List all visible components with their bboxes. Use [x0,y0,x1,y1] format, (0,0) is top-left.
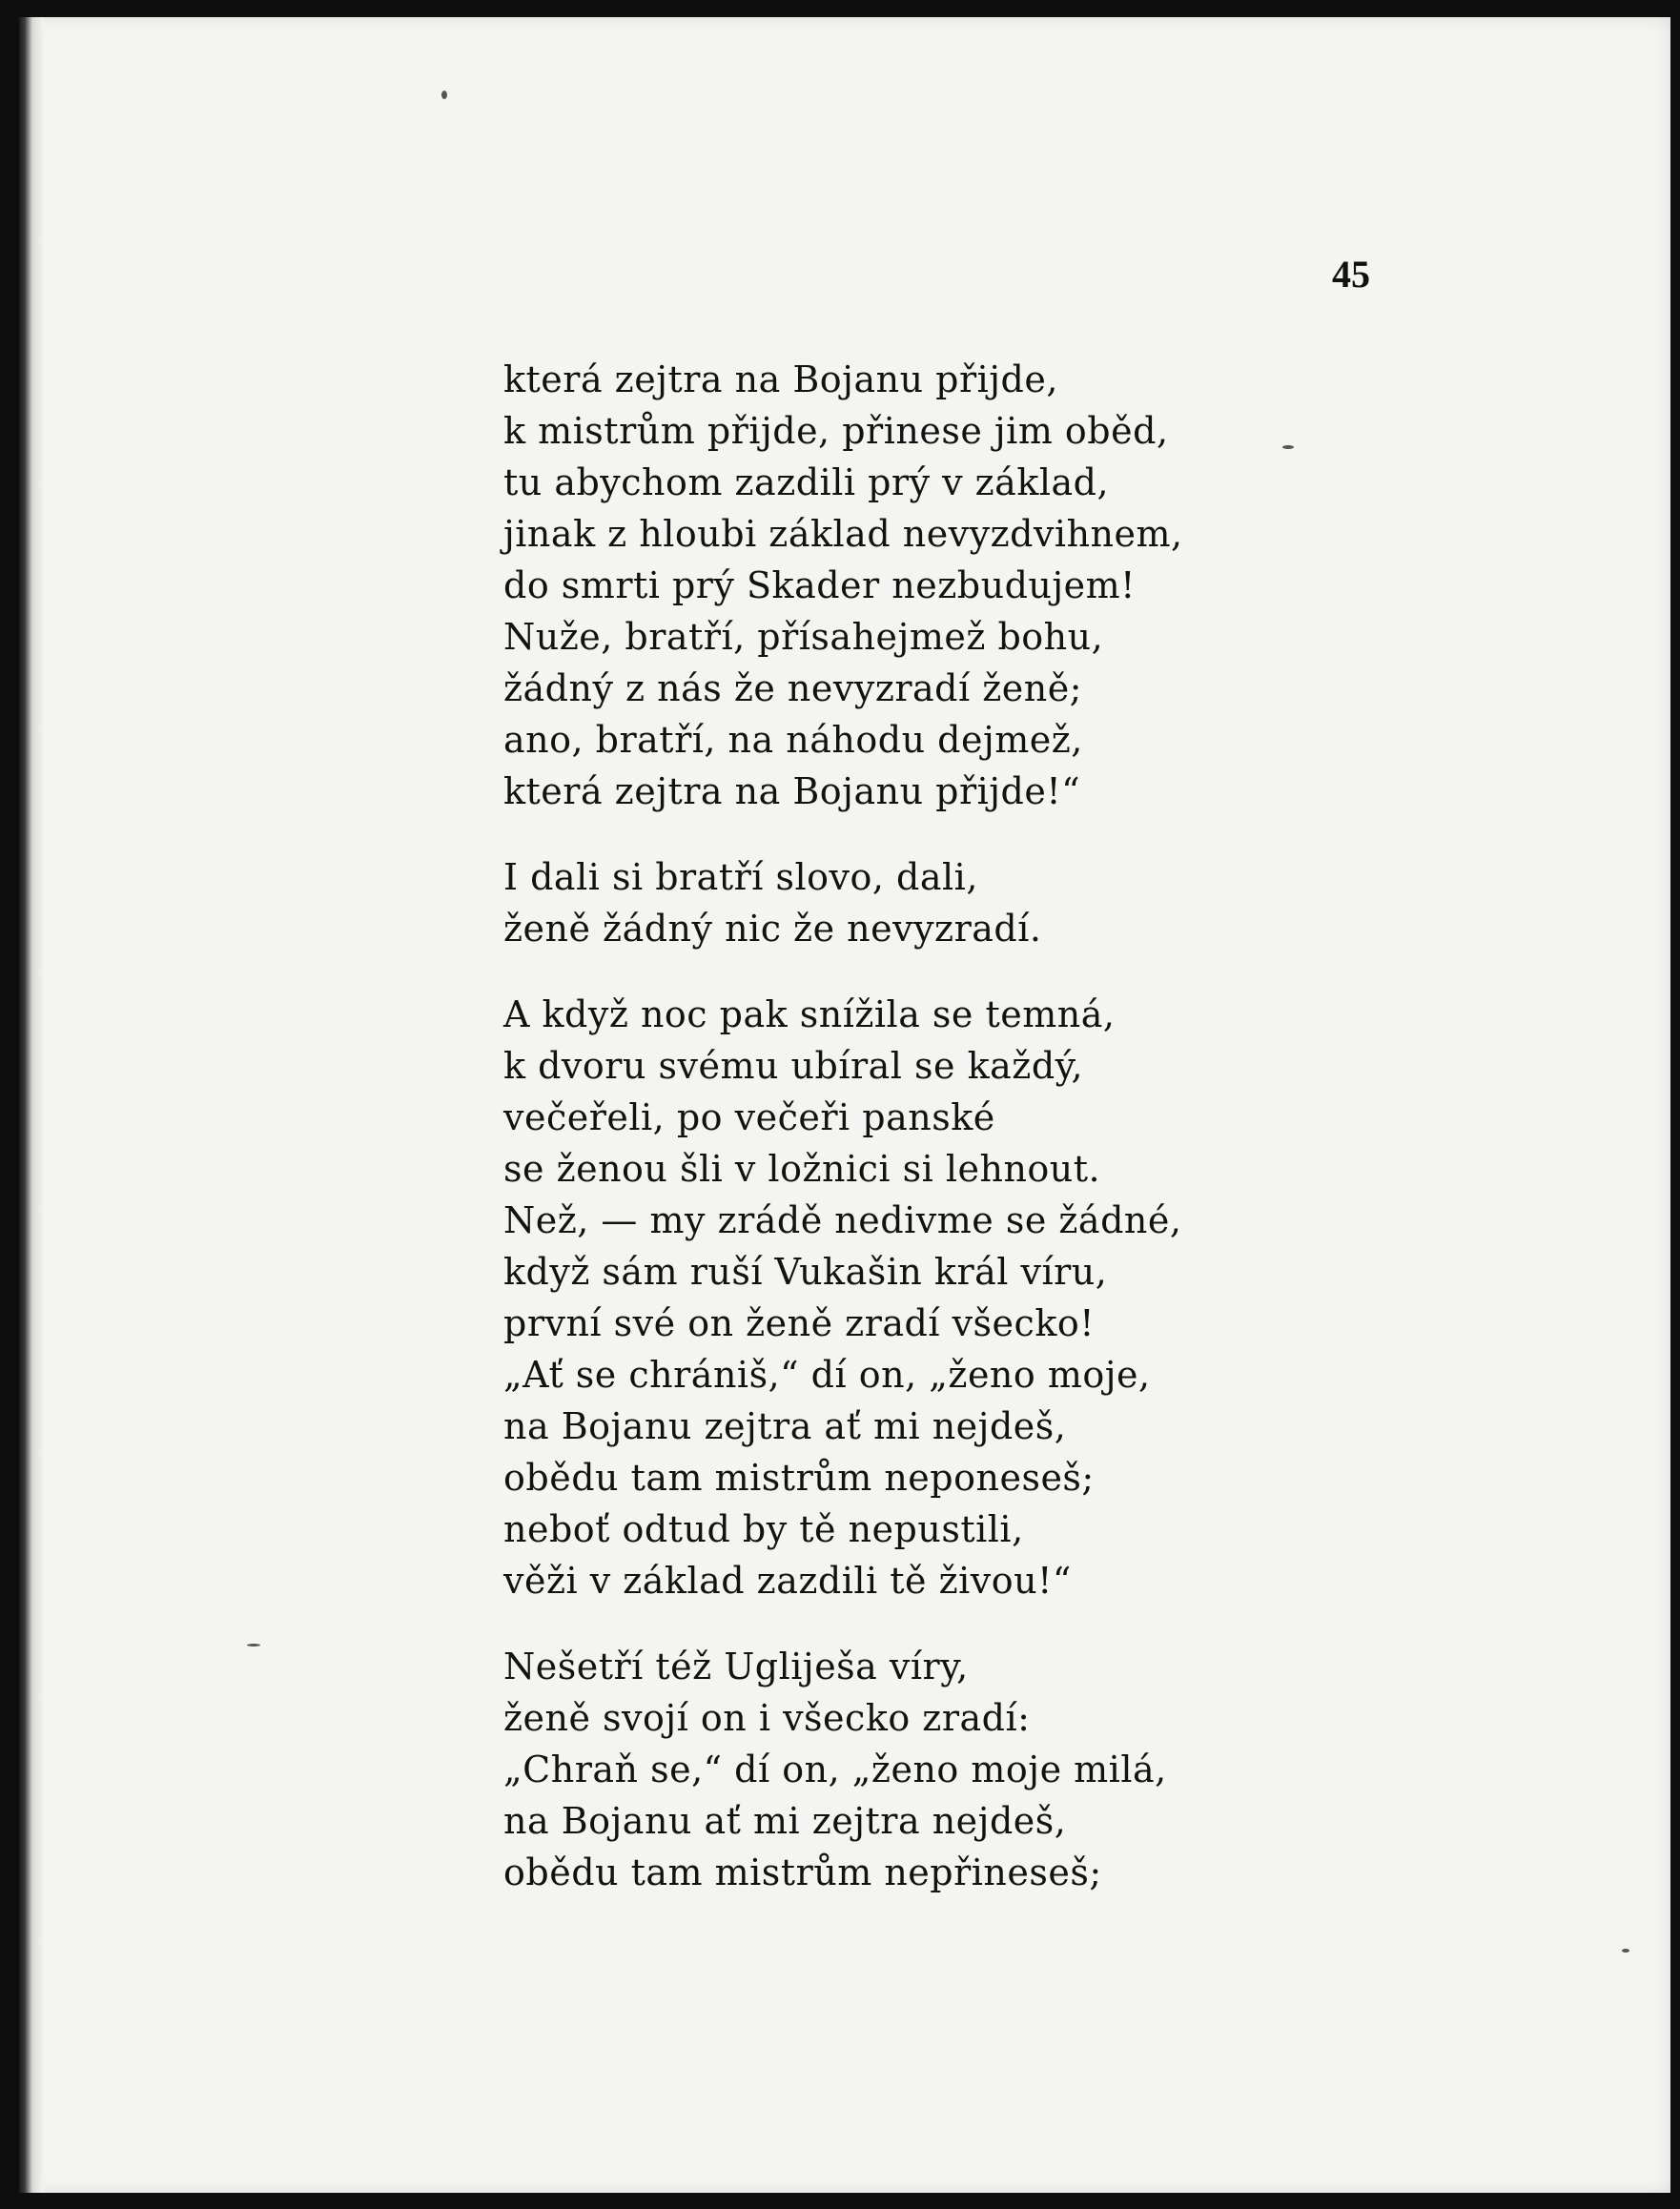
verse-line: Než, — my zrádě nedivme se žádné, [503,1199,1182,1241]
page-binding-edge [19,17,44,2193]
stanza [503,989,1457,1606]
verse-line: k dvoru svému ubíral se každý, [503,1045,1084,1087]
verse-line: která zejtra na Bojanu přijde, [503,358,1058,400]
verse-line: ženě žádný nic že nevyzradí. [503,908,1042,950]
stanza [503,354,1457,817]
verse-line: neboť odtud by tě nepustili, [503,1508,1024,1550]
verse-line: obědu tam mistrům nepřineseš; [503,1851,1102,1893]
verse-line: na Bojanu zejtra ať mi nejdeš, [503,1405,1067,1447]
verse-line: Nešetří též Ugliješa víry, [503,1646,969,1687]
verse-line: k mistrům přijde, přinese jim oběd, [503,410,1169,452]
verse-line: jinak z hloubi základ nevyzdvihnem, [503,513,1183,555]
verse-line: když sám ruší Vukašin král víru, [503,1251,1108,1293]
verse-line: A když noc pak snížila se temná, [503,993,1116,1035]
verse-line: obědu tam mistrům neponeseš; [503,1457,1095,1499]
verse-line: ano, bratří, na náhodu dejmež, [503,719,1083,761]
verse-line: do smrti prý Skader nezbudujem! [503,564,1136,606]
verse-line: ženě svojí on i všecko zradí: [503,1697,1031,1739]
verse-line: tu abychom zazdili prý v základ, [503,461,1110,503]
verse-line: Nuže, bratří, přísahejmež bohu, [503,616,1104,658]
verse-line: „Chraň se,“ dí on, „ženo moje milá, [503,1749,1167,1790]
stanza [503,851,1457,954]
verse-line: I dali si bratří slovo, dali, [503,856,978,898]
verse-line: věži v základ zazdili tě živou!“ [503,1560,1072,1602]
ink-speck [1622,1949,1629,1953]
verse-line: „Ať se chrániš,“ dí on, „ženo moje, [503,1354,1151,1396]
ink-speck [247,1644,260,1647]
verse-line: která zejtra na Bojanu přijde!“ [503,770,1081,812]
poem-text [503,354,1457,1933]
verse-line: první své on ženě zradí všecko! [503,1302,1095,1344]
verse-line: žádný z nás že nevyzradí ženě; [503,667,1082,709]
verse-line: na Bojanu ať mi zejtra nejdeš, [503,1800,1067,1842]
page-number: 45 [1332,253,1370,296]
verse-line: večeřeli, po večeři panské [503,1096,995,1138]
stanza [503,1641,1457,1898]
verse-line: se ženou šli v ložnici si lehnout. [503,1148,1101,1190]
ink-speck [441,91,447,99]
book-page [19,17,1670,2193]
